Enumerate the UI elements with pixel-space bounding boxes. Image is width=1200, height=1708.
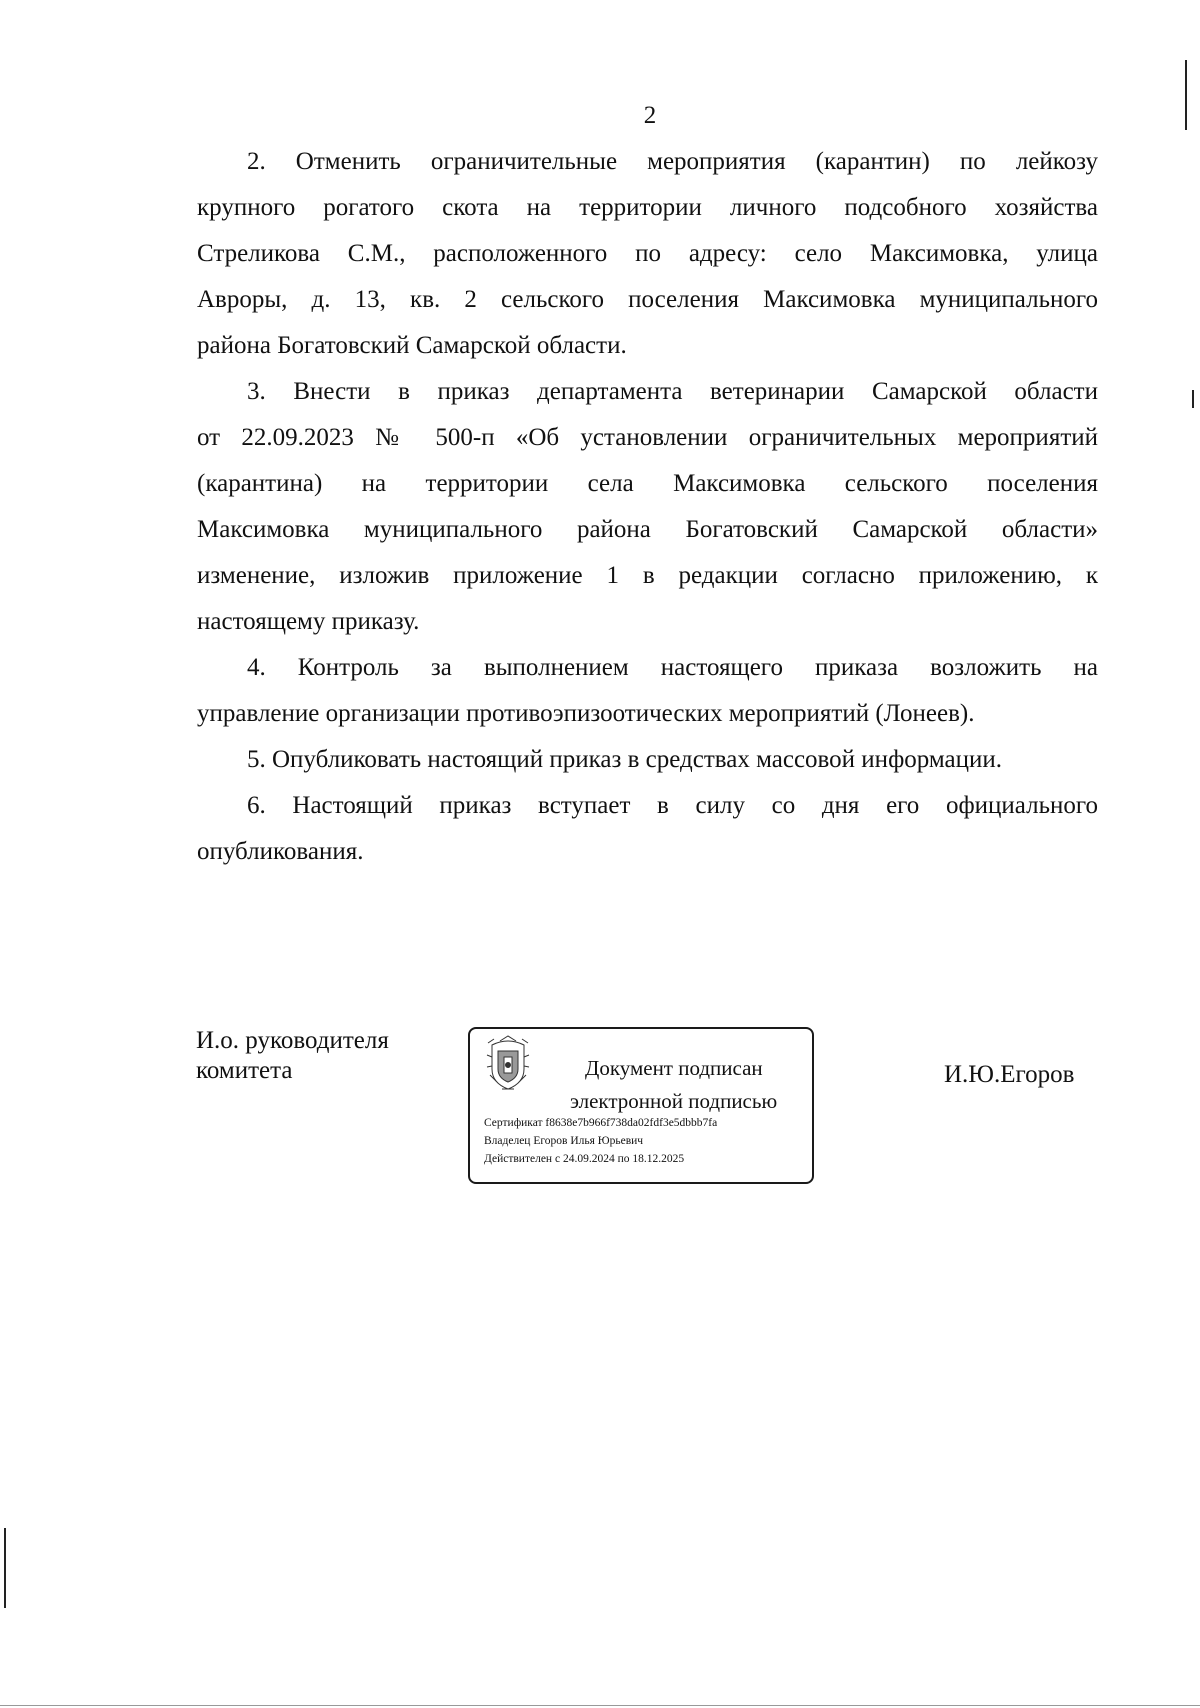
scan-edge-mark — [1185, 60, 1187, 130]
text-line: района Богатовский Самарской области. — [197, 332, 627, 359]
coat-of-arms-icon — [484, 1035, 532, 1093]
stamp-validity: Действителен с 24.09.2024 по 18.12.2025 — [484, 1153, 685, 1165]
electronic-signature-stamp — [468, 1027, 814, 1184]
text-line: изменение, изложив приложение 1 в редакции согласно приложению, к — [197, 562, 1098, 589]
text-line: Авроры, д. 13, кв. 2 сельского поселения Максимовка муниципального — [197, 286, 1098, 313]
text-line: опубликования. — [197, 838, 364, 865]
text-line: крупного рогатого скота на территории личного подсобного хозяйства — [197, 194, 1098, 221]
text-line: (карантина) на территории села Максимовка сельского поселения — [197, 470, 1098, 497]
signer-position-line1: И.о. руководителя — [196, 1027, 389, 1054]
paragraph-6-effective-date — [197, 783, 1098, 875]
text-line: настоящему приказу. — [197, 608, 420, 635]
signer-name: И.Ю.Егоров — [944, 1061, 1075, 1088]
stamp-owner: Владелец Егоров Илья Юрьевич — [484, 1135, 644, 1147]
paragraph-4-control — [197, 645, 1098, 737]
text-line: Стреликова С.М., расположенного по адресу: село Максимовка, улица — [197, 240, 1098, 267]
text-line: управление организации противоэпизоотических мероприятий (Лонеев). — [197, 700, 975, 727]
stamp-title-line2: электронной подписью — [570, 1089, 778, 1113]
scan-edge-mark — [4, 1528, 6, 1608]
text-line: 3. Внести в приказ департамента ветеринарии Самарской области — [247, 378, 1098, 405]
scan-edge-mark — [1192, 390, 1194, 408]
scan-edge-line — [0, 1705, 1200, 1706]
paragraph-5-publish — [197, 737, 1098, 783]
text-line: 6. Настоящий приказ вступает в силу со дня его официального — [247, 792, 1098, 819]
paragraph-3-amend-order — [197, 369, 1098, 645]
stamp-certificate: Сертификат f8638e7b966f738da02fdf3e5dbbb7fa — [484, 1117, 718, 1129]
text-line: 5. Опубликовать настоящий приказ в средствах массовой информации. — [247, 746, 1003, 773]
page-number: 2 — [643, 102, 657, 129]
text-line: Максимовка муниципального района Богатовский Самарской области» — [197, 516, 1098, 543]
signer-position — [196, 1026, 389, 1086]
text-line: 2. Отменить ограничительные мероприятия (карантин) по лейкозу — [247, 148, 1098, 175]
signer-position-line2: комитета — [196, 1057, 293, 1084]
text-line: 4. Контроль за выполнением настоящего приказа возложить на — [247, 654, 1098, 681]
text-line: от 22.09.2023 № 500-п «Об установлении ограничительных мероприятий — [197, 424, 1098, 451]
document-body — [197, 139, 1098, 875]
stamp-title-line1: Документ подписан — [585, 1056, 763, 1080]
paragraph-2-cancel-quarantine — [197, 139, 1098, 369]
